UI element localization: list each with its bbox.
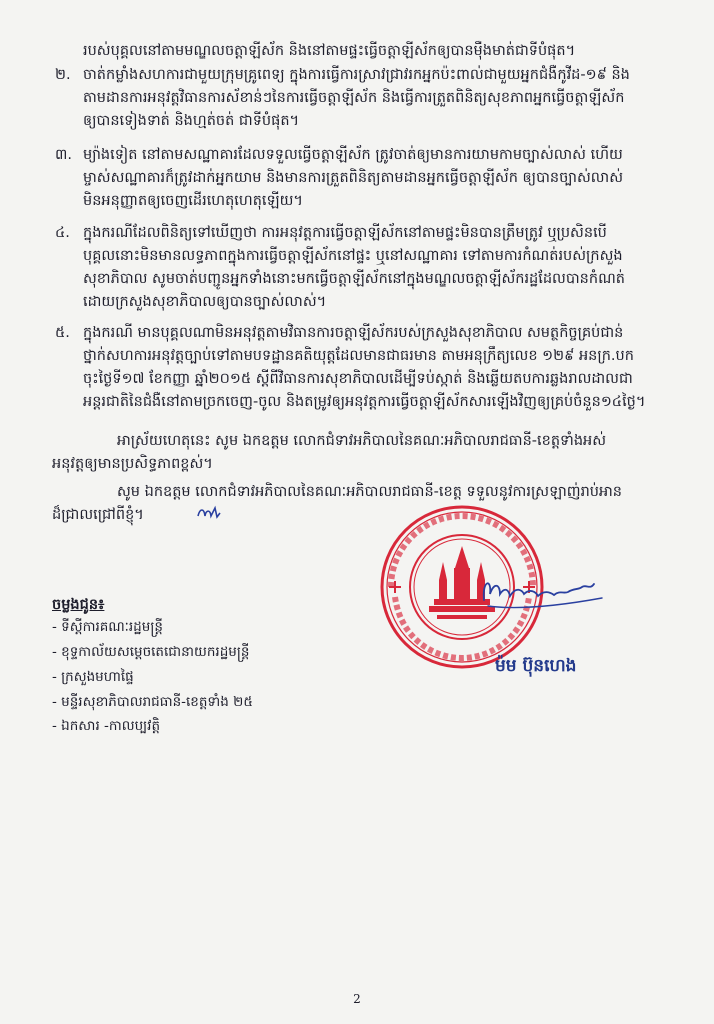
closing-para-1-line-2: អនុវត្តឲ្យមានប្រសិទ្ធភាពខ្ពស់។ (52, 456, 213, 472)
point-4-line-2: បុគ្គលនោះមិនមានលទ្ធភាពក្នុងការធ្វើចត្តាឡីស័កនៅផ្ទះ ឬនៅសណ្ឋាគារ ទៅតាមការកំណត់របស់ក្រសួង (83, 248, 623, 264)
closing-para-2-line-1: សូម ឯកឧត្តម លោកជំទាវអភិបាលនៃគណៈអភិបាលរាជធានី-ខេត្ត ទទួលនូវការស្រឡាញ់រាប់អាន (117, 484, 623, 500)
point-5-line-3: ចុះថ្ងៃទី១៧ ខែកញ្ញា ឆ្នាំ២០១៥ ស្តីពីវិធានការសុខាភិបាលដើម្បីទប់ស្កាត់ និងឆ្លើយតបការឆ្លងរាលដាលជា (83, 371, 633, 387)
point-3-line-1: ម្យ៉ាងទៀត នៅតាមសណ្ឋាគារដែលទទួលធ្វើចត្តាឡីស័ក ត្រូវចាត់ឲ្យមានការយាមកាមច្បាស់លាស់ ហើយ (83, 147, 623, 163)
point-5-line-2: ថ្នាក់សហការអនុវត្តច្បាប់ទៅតាមបទដ្ឋានគតិយុត្តដែលមានជាធរមាន តាមអនុក្រឹត្យលេខ ១២៩ អនក្រ.បក (83, 348, 634, 364)
handwritten-initials (196, 504, 222, 526)
point-4-number: ៤. (55, 225, 70, 241)
cc-item: - ទីស្តីការគណៈរដ្ឋមន្ត្រី (52, 619, 163, 635)
point-2-line-2: តាមដានការអនុវត្តវិធានការស័ខាន់ៗនៃការធ្វើចត្តាឡីស័ក និងធ្វើការត្រួតពិនិត្យសុខភាពអ្នកធ្វើចត្តាឡីស័ក (83, 90, 625, 106)
point-3-line-2: ម្ចាស់សណ្ឋាគារក៏ត្រូវដាក់អ្នកយាម និងមានការត្រួតពិនិត្យតាមដានអ្នកធ្វើចត្តាឡីស័ក ឲ្យបានច្បាស់លាស់ (83, 170, 624, 186)
cc-item: - ក្រសួងមហាផ្ទៃ (52, 669, 134, 685)
signature (478, 560, 608, 624)
point-5-line-1: ក្នុងករណី មានបុគ្គលណាមិនអនុវត្តតាមវិធានការចត្តាឡីស័ករបស់ក្រសួងសុខាភិបាល សមត្ថកិច្ចគ្រប់ជាន់ (83, 325, 624, 341)
point-3-line-3: មិនអនុញ្ញាតឲ្យចេញដើរហេតុហេតុឡើយ។ (83, 193, 303, 209)
cc-item: - មន្ទីរសុខាភិបាលរាជធានី-ខេត្តទាំង ២៥ (52, 694, 253, 710)
point-4-line-1: ក្នុងករណីដែលពិនិត្យទៅឃើញថា ការអនុវត្តការធ្វើចត្តាឡីស័កនៅតាមផ្ទះមិនបានត្រឹមត្រូវ ឬប្រសិនបើ (83, 225, 607, 241)
point-4-line-4: ដោយក្រសួងសុខាភិបាលឲ្យបានច្បាស់លាស់។ (83, 294, 327, 310)
cc-title: ចម្លងជូន៖ (52, 597, 105, 613)
point-2-number: ២. (55, 67, 71, 83)
page-number: 2 (353, 992, 361, 1006)
point-1-line-1: របស់បុគ្គលនៅតាមមណ្ឌលចត្តាឡីស័ក និងនៅតាមផ្ទះធ្វើចត្តាឡីស័កឲ្យបានម៉ឺងមាត់ជាទីបំផុត។ (83, 43, 576, 59)
point-2-line-3: ឲ្យបានទៀងទាត់ និងហ្មត់ចត់ ជាទីបំផុត។ (83, 113, 300, 129)
closing-para-1-line-1: អាស្រ័យហេតុនេះ សូម ឯកឧត្តម លោកជំទាវអភិបាលនៃគណៈអភិបាលរាជធានី-ខេត្តទាំងអស់ (117, 433, 607, 449)
signer-name: ម៉ម ប៊ុនហេង (495, 656, 577, 676)
point-2-line-1: ចាត់កម្លាំងសហការជាមួយក្រុមគ្រូពេទ្យ ក្នុងការធ្វើការស្រាវជ្រាវរកអ្នកប៉ះពាល់ជាមួយអ្នកជំងឺកូវីដ-១៩ និង (83, 67, 630, 83)
cc-item: - ខុទ្ទកាល័យសម្តេចតេជោនាយករដ្ឋមន្ត្រី (52, 644, 250, 660)
point-4-line-3: សុខាភិបាល សូមចាត់បញ្ជូនអ្នកទាំងនោះមកធ្វើចត្តាឡីស័កនៅក្នុងមណ្ឌលចត្តាឡីស័ករដ្ឋដែលបានកំណត់ (83, 271, 625, 287)
point-3-number: ៣. (55, 147, 72, 163)
point-5-number: ៥. (55, 325, 70, 341)
closing-para-2-line-2: ដ៏ជ្រាលជ្រៅពីខ្ញុំ។ (52, 507, 144, 523)
point-5-line-4: អន្តរជាតិនៃជំងឺនៅតាមច្រកចេញ-ចូល និងតម្រូវឲ្យអនុវត្តការធ្វើចត្តាឡីស័កសារឡើងវិញឲ្យគ្រប់ចំនួន១៤ថ្ងៃ។ (83, 394, 646, 410)
cc-item: - ឯកសារ -កាលប្បវត្តិ (52, 718, 161, 734)
